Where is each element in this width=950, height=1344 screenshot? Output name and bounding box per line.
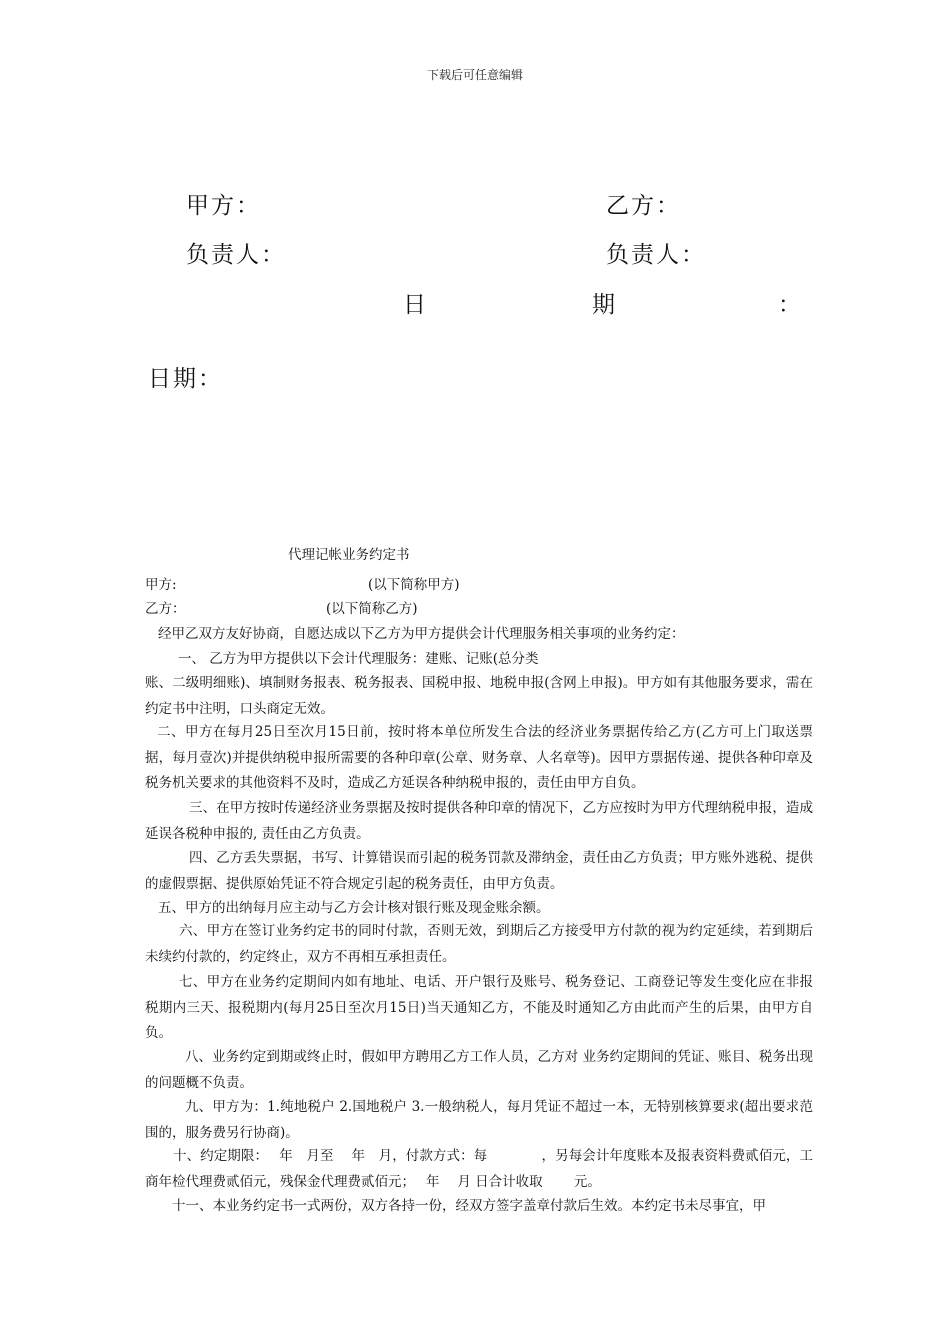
clause-9: 九、甲方为：1.纯地税户 2.国地税户 3.一般纳税人，每月凭证不超过一本，无特别核算要求(超出要求范围的，服务费另行协商)。 [145, 1099, 813, 1141]
header-note: 下载后可任意编辑 [426, 68, 523, 82]
party-a-signature-label: 甲方： [186, 193, 261, 219]
party-a-person-label: 负责人： [186, 242, 286, 268]
party-a-label: 甲方: [145, 577, 177, 593]
date-char-1: 日 [403, 292, 428, 318]
date-char-2: 期 [592, 292, 617, 318]
date-label: 日期： [148, 366, 223, 392]
clause-3: 三、在甲方按时传递经济业务票据及按时提供各种印章的情况下，乙方应按时为甲方代理纳税申报，造成延误各税种申报的, 责任由乙方负责。 [145, 800, 813, 842]
clause-11: 十一、本业务约定书一式两份，双方各持一份，经双方签字盖章付款后生效。本约定书未尽事宜，甲 [172, 1198, 766, 1214]
intro-paragraph: 经甲乙双方友好协商，自愿达成以下乙方为甲方提供会计代理服务相关事项的业务约定： [158, 626, 685, 642]
clause-2: 二、甲方在每月25日至次月15日前，按时将本单位所发生合法的经济业务票据传给乙方(乙方可上门取送票据，每月壹次)并提供纳税申报所需要的各种印章(公章、财务章、人名章等)。因甲方票据传递、提供各种印章及税务机关要求的其他资料不及时，造成乙方延误各种纳税申报的，责任由甲方自负。 [145, 724, 813, 791]
party-b-signature-label: 乙方： [606, 193, 681, 219]
clause-10: 十、约定期限： 年 月至 年 月，付款方式：每 ，另每会计年度账本及报表资料费贰佰元，工商年检代理费贰佰元，残保金代理费贰佰元； 年 月 日合计收取 元。 [145, 1148, 813, 1190]
clause-7: 七、甲方在业务约定期间内如有地址、电话、开户银行及账号、税务登记、工商登记等发生变化应在非报税期内三天、报税期内(每月25日至次月15日)当天通知乙方，不能及时通知乙方由此而产生的后果，由甲方自负。 [145, 974, 813, 1041]
clause-1-rest: 账、二级明细账)、填制财务报表、税务报表、国税申报、地税申报(含网上申报)。甲方如有其他服务要求，需在约定书中注明，口头商定无效。 [145, 675, 813, 717]
party-b-person-label: 负责人： [606, 242, 706, 268]
clause-8: 八、业务约定到期或终止时，假如甲方聘用乙方工作人员，乙方对 业务约定期间的凭证、账目、税务出现的问题概不负责。 [145, 1049, 813, 1091]
party-a-note: (以下简称甲方) [368, 577, 460, 593]
clause-6: 六、甲方在签订业务约定书的同时付款，否则无效，到期后乙方接受甲方付款的视为约定延续，若到期后未续约付款的，约定终止，双方不再相互承担责任。 [145, 923, 813, 965]
clause-4: 四、乙方丢失票据，书写、计算错误而引起的税务罚款及滞纳金，责任由乙方负责；甲方账外逃税、提供的虚假票据、提供原始凭证不符合规定引起的税务责任，由甲方负责。 [145, 850, 813, 892]
document-title: 代理记帐业务约定书 [288, 547, 410, 563]
party-b-label: 乙方： [145, 601, 186, 617]
clause-5: 五、甲方的出纳每月应主动与乙方会计核对银行账及现金账余额。 [158, 900, 550, 916]
date-colon: ： [778, 292, 803, 318]
clause-1-first-line: 一、 乙方为甲方提供以下会计代理服务：建账、记账(总分类 [178, 651, 539, 667]
party-b-note: (以下简称乙方) [326, 601, 418, 617]
